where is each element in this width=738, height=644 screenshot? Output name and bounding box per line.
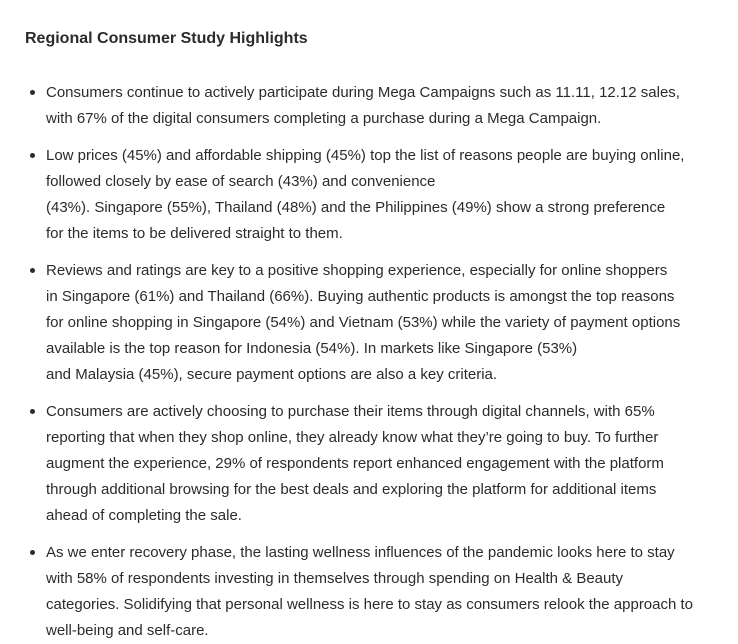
list-item xyxy=(25,80,722,132)
list-item-line: with 67% of the digital consumers completing a purchase during a Mega Campaign. xyxy=(46,110,602,127)
list-item-line: ahead of completing the sale. xyxy=(46,507,242,524)
list-item-line: (43%). Singapore (55%), Thailand (48%) and the Philippines (49%) show a strong preference xyxy=(46,199,666,216)
list-item-line: augment the experience, 29% of respondents report enhanced engagement with the platform xyxy=(46,455,664,472)
list-item-line: well-being and self-care. xyxy=(46,622,209,639)
list-item-line: categories. Solidifying that personal wellness is here to stay as consumers relook the approach to xyxy=(46,596,694,613)
list-item-line: Consumers are actively choosing to purchase their items through digital channels, with 65% xyxy=(46,403,655,420)
list-item xyxy=(25,143,722,247)
list-item-line: Reviews and ratings are key to a positive shopping experience, especially for online shoppers xyxy=(46,262,668,279)
list-item-line: Low prices (45%) and affordable shipping (45%) top the list of reasons people are buying online, xyxy=(46,147,685,164)
list-item-line: followed closely by ease of search (43%) and convenience xyxy=(46,173,436,190)
section-heading: Regional Consumer Study Highlights xyxy=(25,30,308,47)
list-item xyxy=(25,258,722,388)
list-item xyxy=(25,540,722,644)
list-item-line: reporting that when they shop online, they already know what they’re going to buy. To further xyxy=(46,429,659,446)
list-item xyxy=(25,399,722,529)
list-item-line: for the items to be delivered straight to them. xyxy=(46,225,343,242)
list-item-line: for online shopping in Singapore (54%) and Vietnam (53%) while the variety of payment options xyxy=(46,314,681,331)
highlights-list xyxy=(25,80,722,644)
list-item-line: As we enter recovery phase, the lasting wellness influences of the pandemic looks here to stay xyxy=(46,544,675,561)
list-item-line: in Singapore (61%) and Thailand (66%). Buying authentic products is amongst the top reasons xyxy=(46,288,675,305)
list-item-line: Consumers continue to actively participate during Mega Campaigns such as 11.11, 12.12 sales, xyxy=(46,84,680,101)
list-item-line: through additional browsing for the best deals and exploring the platform for additional items xyxy=(46,481,657,498)
list-item-line: available is the top reason for Indonesia (54%). In markets like Singapore (53%) xyxy=(46,340,578,357)
list-item-line: and Malaysia (45%), secure payment options are also a key criteria. xyxy=(46,366,498,383)
list-item-line: with 58% of respondents investing in themselves through spending on Health & Beauty xyxy=(46,570,624,587)
